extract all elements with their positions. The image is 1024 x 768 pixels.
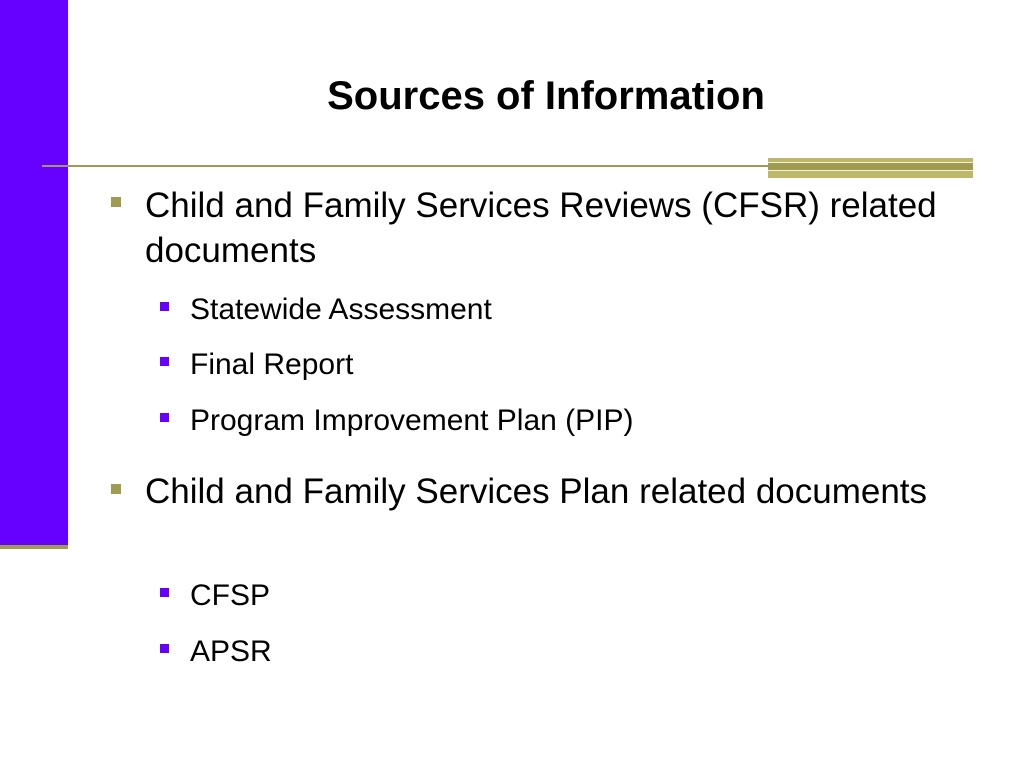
sub-bullet-item: CFSP bbox=[190, 579, 271, 612]
bullet-item-cfsp: Child and Family Services Plan related documents bbox=[145, 472, 928, 511]
slide-title: Sources of Information bbox=[327, 74, 765, 118]
sub-bullet-square-icon bbox=[160, 413, 169, 422]
sub-bullet-square-icon bbox=[160, 644, 169, 653]
sub-bullet-square-icon bbox=[160, 357, 169, 366]
sub-bullet-square-icon bbox=[160, 302, 169, 311]
sub-bullet-item: APSR bbox=[190, 635, 272, 668]
sub-bullet-square-icon bbox=[160, 588, 169, 597]
sub-bullet-item: Final Report bbox=[190, 348, 354, 381]
sub-bullet-item: Statewide Assessment bbox=[190, 293, 492, 326]
bullet-item-cfsr: Child and Family Services Reviews (CFSR) related documents bbox=[145, 186, 937, 270]
bullet-square-icon bbox=[111, 197, 121, 207]
sub-bullet-item: Program Improvement Plan (PIP) bbox=[190, 404, 634, 437]
bullet-square-icon bbox=[111, 484, 121, 494]
